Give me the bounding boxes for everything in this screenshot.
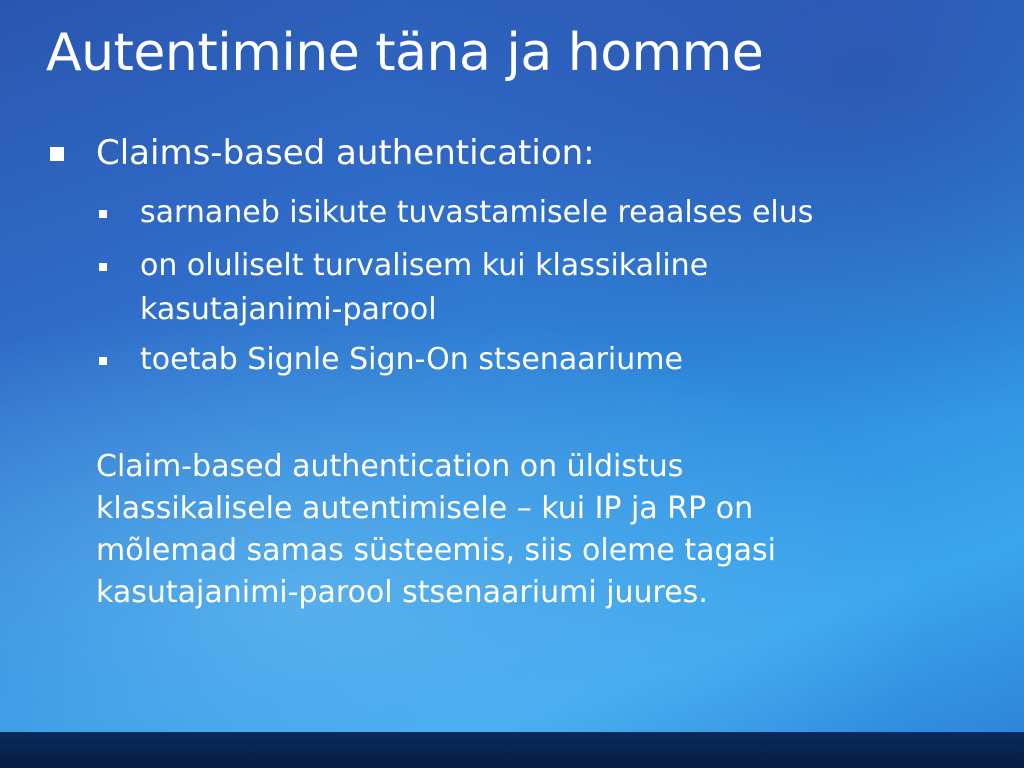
summary-paragraph — [96, 446, 896, 614]
square-bullet-icon — [50, 147, 64, 161]
paragraph-line: mõlemad samas süsteemis, siis oleme tagasi — [96, 533, 776, 568]
paragraph-line: klassikalisele autentimisele – kui IP ja RP on — [96, 491, 754, 526]
small-square-bullet-icon — [99, 210, 107, 218]
paragraph-line: Claim-based authentication on üldistus — [96, 449, 684, 484]
sub-bullet-3: toetab Signle Sign-On stsenaariume — [140, 342, 683, 377]
small-square-bullet-icon — [99, 263, 107, 271]
sub-bullet-2-line-2: kasutajanimi-parool — [140, 292, 437, 327]
small-square-bullet-icon — [99, 357, 107, 365]
sub-bullet-2-line-1: on oluliselt turvalisem kui klassikaline — [140, 248, 709, 283]
slide-title: Autentimine täna ja homme — [46, 23, 764, 83]
sub-bullet-1: sarnaneb isikute tuvastamisele reaalses elus — [140, 195, 814, 230]
paragraph-line: kasutajanimi-parool stsenaariumi juures. — [96, 575, 708, 610]
footer-bar — [0, 732, 1024, 768]
main-bullet-text: Claims-based authentication: — [96, 133, 595, 173]
